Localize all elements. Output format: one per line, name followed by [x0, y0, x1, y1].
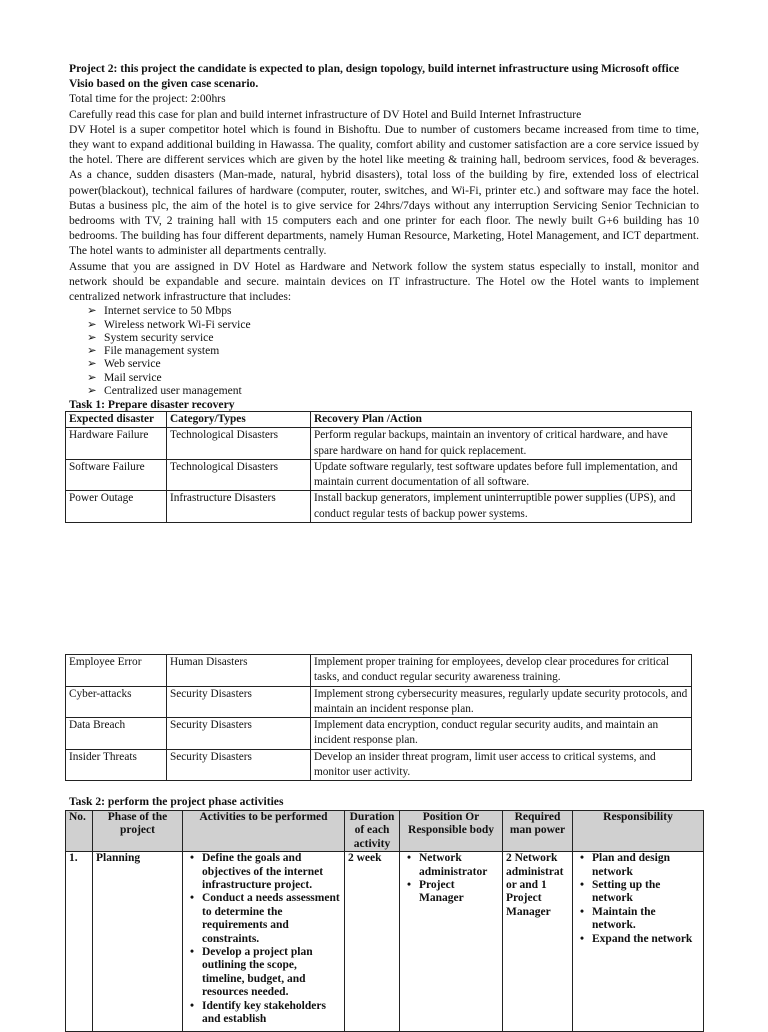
table-row — [66, 459, 692, 491]
recovery-plan-cell: Update software regularly, test software updates before full implementation, and maintain current documentation of all software. — [311, 459, 692, 491]
column-header-duration: Duration of each activity — [345, 811, 400, 852]
responsibility-cell — [573, 852, 704, 1032]
requirement-item — [87, 357, 699, 370]
table-row — [66, 655, 692, 687]
requirement-text: System security service — [104, 330, 214, 344]
recovery-plan-cell: Implement strong cybersecurity measures, regularly update security protocols, and maintain an incident response plan. — [311, 686, 692, 718]
column-header-activities: Activities to be performed — [183, 811, 345, 852]
activity-item: • Identify key stakeholders and establish — [202, 1000, 341, 1027]
requirement-item — [87, 318, 699, 331]
responsibility-list — [576, 852, 700, 946]
activity-item: • Define the goals and objectives of the internet infrastructure project. — [202, 852, 341, 892]
read-case-instruction: Carefully read this case for plan and build internet infrastructure of DV Hotel and Build Internet Infrastructure — [69, 107, 582, 121]
column-header-category: Category/Types — [167, 412, 311, 428]
arrow-bullet-icon: ➢ — [87, 304, 97, 318]
arrow-bullet-icon: ➢ — [87, 357, 97, 371]
category-cell: Infrastructure Disasters — [167, 491, 311, 523]
activities-cell — [183, 852, 345, 1032]
column-header-expected-disaster: Expected disaster — [66, 412, 167, 428]
requirement-item — [87, 331, 699, 344]
requirements-list — [69, 304, 699, 397]
task1-title: Task 1: Prepare disaster recovery — [69, 398, 235, 412]
expected-disaster-cell: Employee Error — [66, 655, 167, 687]
disaster-recovery-table — [65, 411, 692, 523]
table-row — [66, 749, 692, 781]
category-cell: Security Disasters — [167, 718, 311, 750]
category-cell: Human Disasters — [167, 655, 311, 687]
phase-number: 1. — [66, 852, 93, 1032]
position-item: • Project Manager — [419, 879, 499, 906]
column-header-manpower: Required man power — [503, 811, 573, 852]
category-cell: Security Disasters — [167, 749, 311, 781]
table-row — [66, 491, 692, 523]
assignment-paragraph: Assume that you are assigned in DV Hotel as Hardware and Network follow the system status especially to install, monitor and network should be expandable and secure. maintain devices on IT infrastructure. The Hotel ow the Hotel wants to implement centralized network infrastructure that includes: — [69, 259, 699, 304]
project-heading: Project 2: this project the candidate is expected to plan, design topology, build internet infrastructure using Microsoft office Visio based on the given case scenario. — [69, 62, 680, 91]
expected-disaster-cell: Software Failure — [66, 459, 167, 491]
table-row — [66, 718, 692, 750]
expected-disaster-cell: Data Breach — [66, 718, 167, 750]
requirement-text: Wireless network Wi-Fi service — [104, 317, 251, 331]
expected-disaster-cell: Hardware Failure — [66, 428, 167, 460]
expected-disaster-cell: Insider Threats — [66, 749, 167, 781]
requirement-text: Internet service to 50 Mbps — [104, 304, 232, 318]
table-row — [66, 852, 704, 1032]
column-header-phase: Phase of the project — [93, 811, 183, 852]
activity-item: • Conduct a needs assessment to determine the requirements and constraints. — [202, 892, 341, 946]
requirement-text: Centralized user management — [104, 384, 242, 398]
position-cell — [400, 852, 503, 1032]
arrow-bullet-icon: ➢ — [87, 330, 97, 344]
recovery-plan-cell: Install backup generators, implement uninterruptible power supplies (UPS), and conduct regular tests of backup power systems. — [311, 491, 692, 523]
case-paragraph: DV Hotel is a super competitor hotel which is found in Bishoftu. Due to number of customers became increased from time to time, they want to expand additional building in Hawassa. The quality, comfort ability and customer satisfaction are a core service issued by the hotel. There are different services which are given by the hotel like meeting & training hall, bedroom services, food & beverages. As a chance, sudden disasters (Man-made, natural, hybrid disasters), total loss of the building by fire, extended loss of electrical power(blackout), technical failures of hardware (computer, router, switches, and Wi-Fi, printer etc.) and software may face the hotel. Butas a business plc, the aim of the hotel is to give service for 24hrs/7days without any interruption Servicing Senior Technician to bedrooms with TV, 2 training hall with 15 computers each and one printer for each floor. The newly built G+6 building has 10 bedrooms. The building has four different departments, namely Human Resource, Marketing, Hotel Management, and ICT department. The hotel wants to administer all departments centrally. — [69, 122, 699, 258]
column-header-position: Position Or Responsible body — [400, 811, 503, 852]
requirement-text: Web service — [104, 357, 161, 371]
phase-name: Planning — [93, 852, 183, 1032]
responsibility-item: • Setting up the network — [592, 879, 700, 906]
project-phase-table — [65, 810, 704, 1032]
position-item: • Network administrator — [419, 852, 499, 879]
document-page — [69, 61, 699, 413]
arrow-bullet-icon: ➢ — [87, 384, 97, 398]
category-cell: Technological Disasters — [167, 459, 311, 491]
table-row — [66, 686, 692, 718]
responsibility-item: • Expand the network — [592, 933, 700, 946]
requirement-text: File management system — [104, 344, 220, 358]
activities-list — [186, 852, 341, 1026]
recovery-plan-cell: Develop an insider threat program, limit user access to critical systems, and monitor user activity. — [311, 749, 692, 781]
requirement-item — [87, 371, 699, 384]
arrow-bullet-icon: ➢ — [87, 370, 97, 384]
category-cell: Technological Disasters — [167, 428, 311, 460]
responsibility-item: • Plan and design network — [592, 852, 700, 879]
duration-cell: 2 week — [345, 852, 400, 1032]
recovery-plan-cell: Implement data encryption, conduct regular security audits, and maintain an incident response plan. — [311, 718, 692, 750]
requirement-text: Mail service — [104, 370, 162, 384]
expected-disaster-cell: Power Outage — [66, 491, 167, 523]
responsibility-item: • Maintain the network. — [592, 906, 700, 933]
column-header-no: No. — [66, 811, 93, 852]
table-row — [66, 428, 692, 460]
total-time: Total time for the project: 2:00hrs — [69, 92, 226, 106]
requirement-item — [87, 304, 699, 317]
arrow-bullet-icon: ➢ — [87, 344, 97, 358]
recovery-plan-cell: Perform regular backups, maintain an inventory of critical hardware, and have spare hardware on hand for quick replacement. — [311, 428, 692, 460]
column-header-recovery-plan: Recovery Plan /Action — [311, 412, 692, 428]
requirement-item — [87, 344, 699, 357]
disaster-recovery-table-continued — [65, 654, 692, 781]
recovery-plan-cell: Implement proper training for employees, develop clear procedures for critical tasks, and conduct regular security awareness training. — [311, 655, 692, 687]
task2-title: Task 2: perform the project phase activities — [69, 795, 284, 808]
position-list — [403, 852, 499, 906]
column-header-responsibility: Responsibility — [573, 811, 704, 852]
requirement-item — [87, 384, 699, 397]
manpower-cell: 2 Network administrat or and 1 Project Manager — [503, 852, 573, 1032]
arrow-bullet-icon: ➢ — [87, 317, 97, 331]
activity-item: • Develop a project plan outlining the scope, timeline, budget, and resources needed. — [202, 946, 341, 1000]
expected-disaster-cell: Cyber-attacks — [66, 686, 167, 718]
category-cell: Security Disasters — [167, 686, 311, 718]
